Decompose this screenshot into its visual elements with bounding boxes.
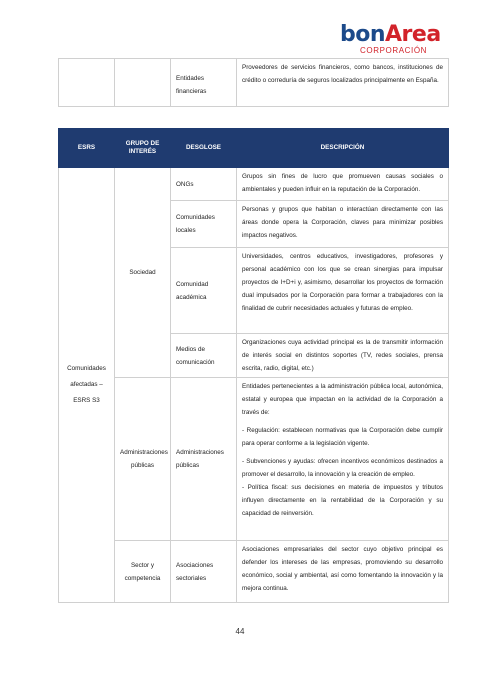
- descripcion-cell: Personas y grupos que habitan o interactúan directamente con las áreas donde opera la Corporación, claves para minimizar posibles impactos negativos.: [237, 201, 449, 248]
- desglose-cell: Asociaciones sectoriales: [171, 541, 237, 603]
- group-cell: Sociedad: [115, 168, 171, 378]
- descripcion-cell: Grupos sin fines de lucro que promueven causas sociales o ambientales y pueden influir en la reputación de la Corporación.: [237, 168, 449, 201]
- descripcion-cell: Universidades, centros educativos, investigadores, profesores y personal académico con los que se crean sinergias para impulsar proyectos de I+D+i y, asimismo, desarrollar los proyectos de formación dual impulsados por la Corporación para formar a trabajadores con la finalidad de cubrir necesidades actuales y futuras de empleo.: [237, 248, 449, 334]
- group-cell: Sector y competencia: [115, 541, 171, 603]
- descripcion-cell: Asociaciones empresariales del sector cuyo objetivo principal es defender los intereses de las empresas, promoviendo su desarrollo económico, social y ambiental, así como fomentando la innovación y la mejora continua.: [237, 541, 449, 603]
- desglose-cell: Comunidades locales: [171, 201, 237, 248]
- logo-wordmark: bonArea: [340, 22, 441, 47]
- desglose-cell: Comunidad académica: [171, 248, 237, 334]
- descripcion-cell: Organizaciones cuya actividad principal es la de transmitir información de interés social en distintos soportes (TV, redes sociales, prensa escrita, radio, digital, etc.): [237, 334, 449, 378]
- header-esrs: ESRS: [59, 129, 115, 168]
- empty-group-cell: [115, 59, 171, 107]
- header-grupo: GRUPO DE INTERÉS: [115, 129, 171, 168]
- desglose-cell: Medios de comunicación: [171, 334, 237, 378]
- header-desglose: DESGLOSE: [171, 129, 237, 168]
- page-number: 44: [235, 627, 245, 636]
- descripcion-paragraph: - Regulación: establecen normativas que la Corporación debe cumplir para operar conforme a la legislación vigente.: [242, 427, 443, 447]
- desglose-cell: ONGs: [171, 168, 237, 201]
- desglose-cell: Entidades financieras: [171, 59, 237, 107]
- descripcion-paragraph: - Subvenciones y ayudas: ofrecen incentivos económicos destinados a promover el desarrollo, la innovación y la creación de empleo.: [242, 458, 443, 478]
- bonarea-logo: [340, 22, 441, 60]
- stakeholders-table: [58, 128, 449, 603]
- header-descripcion: DESCRIPCIÓN: [237, 129, 449, 168]
- descripcion-paragraph: Entidades pertenecientes a la administración pública local, autonómica, estatal y europea que impactan en la actividad de la Corporación a través de:: [242, 383, 443, 416]
- empty-esrs-cell: [59, 59, 115, 107]
- desglose-cell: Administraciones públicas: [171, 378, 237, 541]
- group-cell: Administraciones públicas: [115, 378, 171, 541]
- esrs-cell: Comunidades afectadas – ESRS S3: [59, 168, 115, 603]
- logo-subtitle: CORPORACIÓN: [360, 46, 428, 55]
- descripcion-paragraph: - Política fiscal: sus decisiones en materia de impuestos y tributos influyen directamente en la rentabilidad de la Corporación y su capacidad de reinversión.: [242, 484, 443, 517]
- descripcion-cell: Proveedores de servicios financieros, como bancos, instituciones de crédito o correduría de seguros localizados principalmente en España.: [237, 59, 449, 107]
- continued-table: [58, 58, 449, 107]
- descripcion-cell: [237, 378, 449, 541]
